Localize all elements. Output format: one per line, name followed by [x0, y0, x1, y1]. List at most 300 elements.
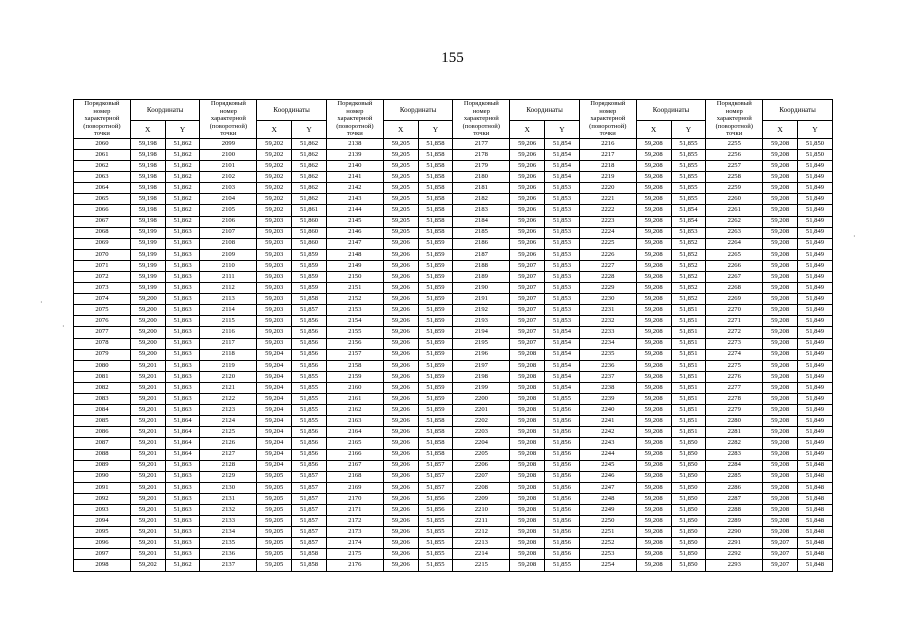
x-header: X	[257, 121, 292, 138]
coordinates-header: Координаты	[130, 100, 200, 121]
x-coordinate: 59,206	[383, 504, 418, 515]
table-row	[74, 405, 833, 416]
table-row	[74, 294, 833, 305]
x-coordinate: 59,203	[257, 227, 292, 238]
point-number: 2087	[74, 438, 131, 449]
x-coordinate: 59,208	[763, 338, 798, 349]
point-number: 2144	[326, 205, 383, 216]
point-number: 2194	[453, 327, 510, 338]
y-coordinate: 51,863	[165, 482, 200, 493]
y-coordinate: 51,856	[292, 427, 327, 438]
point-number: 2260	[706, 194, 763, 205]
x-coordinate: 59,208	[636, 305, 671, 316]
y-coordinate: 51,849	[797, 205, 832, 216]
x-coordinate: 59,208	[763, 416, 798, 427]
y-coordinate: 51,859	[418, 260, 453, 271]
point-number: 2210	[453, 504, 510, 515]
point-number: 2179	[453, 161, 510, 172]
point-number: 2125	[200, 427, 257, 438]
y-coordinate: 51,853	[545, 249, 580, 260]
table-row	[74, 305, 833, 316]
y-coordinate: 51,849	[797, 238, 832, 249]
x-coordinate: 59,208	[510, 449, 545, 460]
point-number: 2213	[453, 538, 510, 549]
point-number: 2188	[453, 260, 510, 271]
y-coordinate: 51,862	[165, 216, 200, 227]
y-coordinate: 51,859	[418, 283, 453, 294]
y-coordinate: 51,850	[671, 438, 706, 449]
x-coordinate: 59,205	[257, 560, 292, 571]
point-number: 2099	[200, 138, 257, 149]
x-coordinate: 59,204	[257, 449, 292, 460]
x-coordinate: 59,205	[257, 516, 292, 527]
table-row	[74, 438, 833, 449]
point-number: 2080	[74, 360, 131, 371]
x-coordinate: 59,199	[130, 260, 165, 271]
point-number: 2086	[74, 427, 131, 438]
y-coordinate: 51,852	[671, 272, 706, 283]
point-number: 2078	[74, 338, 131, 349]
point-number: 2143	[326, 194, 383, 205]
y-coordinate: 51,855	[671, 161, 706, 172]
header-line: номер	[472, 107, 490, 115]
y-coordinate: 51,849	[797, 294, 832, 305]
point-number: 2269	[706, 294, 763, 305]
x-header: X	[636, 121, 671, 138]
y-coordinate: 51,855	[671, 194, 706, 205]
point-number: 2287	[706, 493, 763, 504]
point-number: 2075	[74, 305, 131, 316]
y-coordinate: 51,855	[418, 560, 453, 571]
y-coordinate: 51,855	[545, 394, 580, 405]
y-coordinate: 51,864	[165, 416, 200, 427]
y-coordinate: 51,863	[165, 238, 200, 249]
x-coordinate: 59,208	[636, 560, 671, 571]
x-coordinate: 59,206	[383, 449, 418, 460]
point-number: 2233	[579, 327, 636, 338]
point-number: 2214	[453, 549, 510, 560]
x-coordinate: 59,206	[383, 382, 418, 393]
y-coordinate: 51,849	[797, 360, 832, 371]
y-coordinate: 51,862	[292, 138, 327, 149]
point-number: 2180	[453, 172, 510, 183]
x-coordinate: 59,206	[383, 493, 418, 504]
x-coordinate: 59,208	[510, 493, 545, 504]
y-coordinate: 51,860	[292, 216, 327, 227]
y-coordinate: 51,863	[165, 471, 200, 482]
x-coordinate: 59,208	[636, 438, 671, 449]
y-coordinate: 51,863	[165, 283, 200, 294]
y-coordinate: 51,856	[545, 438, 580, 449]
point-number: 2236	[579, 360, 636, 371]
header-line: (поворотной)	[715, 122, 753, 130]
point-number: 2111	[200, 272, 257, 283]
x-coordinate: 59,206	[383, 394, 418, 405]
x-coordinate: 59,208	[510, 394, 545, 405]
x-coordinate: 59,204	[257, 416, 292, 427]
point-number: 2160	[326, 382, 383, 393]
point-number: 2289	[706, 516, 763, 527]
x-coordinate: 59,206	[383, 349, 418, 360]
point-number: 2283	[706, 449, 763, 460]
point-number: 2154	[326, 316, 383, 327]
table-row	[74, 349, 833, 360]
table-row	[74, 227, 833, 238]
header-line: Порядковый	[590, 100, 626, 107]
x-coordinate: 59,208	[636, 216, 671, 227]
y-coordinate: 51,862	[165, 205, 200, 216]
y-header: Y	[165, 121, 200, 138]
point-number: 2069	[74, 238, 131, 249]
point-number: 2202	[453, 416, 510, 427]
point-number: 2191	[453, 294, 510, 305]
x-coordinate: 59,206	[383, 549, 418, 560]
y-coordinate: 51,848	[797, 516, 832, 527]
point-number: 2238	[579, 382, 636, 393]
x-coordinate: 59,205	[383, 227, 418, 238]
point-number: 2234	[579, 338, 636, 349]
point-number: 2290	[706, 527, 763, 538]
x-coordinate: 59,208	[636, 460, 671, 471]
point-number: 2113	[200, 294, 257, 305]
y-coordinate: 51,858	[418, 216, 453, 227]
y-coordinate: 51,862	[165, 138, 200, 149]
y-coordinate: 51,848	[797, 560, 832, 571]
x-coordinate: 59,208	[636, 205, 671, 216]
x-header: X	[130, 121, 165, 138]
point-number: 2256	[706, 149, 763, 160]
x-header: X	[510, 121, 545, 138]
x-coordinate: 59,201	[130, 527, 165, 538]
x-coordinate: 59,204	[257, 349, 292, 360]
point-number: 2065	[74, 194, 131, 205]
point-number: 2134	[200, 527, 257, 538]
x-coordinate: 59,206	[383, 527, 418, 538]
point-number: 2187	[453, 249, 510, 260]
x-coordinate: 59,206	[383, 416, 418, 427]
x-coordinate: 59,201	[130, 438, 165, 449]
y-coordinate: 51,854	[545, 371, 580, 382]
point-number: 2063	[74, 172, 131, 183]
x-coordinate: 59,208	[636, 394, 671, 405]
y-coordinate: 51,849	[797, 161, 832, 172]
y-coordinate: 51,849	[797, 371, 832, 382]
x-coordinate: 59,200	[130, 349, 165, 360]
x-coordinate: 59,205	[383, 161, 418, 172]
x-coordinate: 59,208	[510, 538, 545, 549]
table-row	[74, 138, 833, 149]
x-coordinate: 59,201	[130, 360, 165, 371]
table-row	[74, 194, 833, 205]
y-coordinate: 51,848	[797, 538, 832, 549]
point-number: 2174	[326, 538, 383, 549]
point-number: 2278	[706, 394, 763, 405]
point-number: 2161	[326, 394, 383, 405]
y-coordinate: 51,863	[165, 405, 200, 416]
x-coordinate: 59,200	[130, 327, 165, 338]
point-number: 2207	[453, 471, 510, 482]
x-coordinate: 59,206	[510, 216, 545, 227]
point-number: 2092	[74, 493, 131, 504]
point-number: 2141	[326, 172, 383, 183]
point-number: 2201	[453, 405, 510, 416]
x-coordinate: 59,202	[257, 183, 292, 194]
x-coordinate: 59,201	[130, 371, 165, 382]
scan-artifact: ·	[62, 322, 65, 331]
header-line: Порядковый	[84, 100, 120, 107]
point-number: 2255	[706, 138, 763, 149]
x-coordinate: 59,206	[383, 405, 418, 416]
y-coordinate: 51,855	[292, 394, 327, 405]
point-number: 2131	[200, 493, 257, 504]
x-coordinate: 59,208	[636, 172, 671, 183]
point-number: 2208	[453, 482, 510, 493]
point-number: 2164	[326, 427, 383, 438]
point-number: 2168	[326, 471, 383, 482]
point-number: 2258	[706, 172, 763, 183]
x-coordinate: 59,202	[130, 560, 165, 571]
point-number: 2218	[579, 161, 636, 172]
x-coordinate: 59,208	[763, 260, 798, 271]
point-number: 2124	[200, 416, 257, 427]
x-coordinate: 59,208	[636, 516, 671, 527]
y-coordinate: 51,856	[545, 504, 580, 515]
coordinates-header: Координаты	[383, 100, 453, 121]
y-coordinate: 51,849	[797, 405, 832, 416]
point-number: 2267	[706, 272, 763, 283]
y-coordinate: 51,854	[545, 138, 580, 149]
y-coordinate: 51,859	[418, 349, 453, 360]
y-coordinate: 51,853	[545, 216, 580, 227]
x-coordinate: 59,208	[636, 360, 671, 371]
point-number: 2091	[74, 482, 131, 493]
y-coordinate: 51,848	[797, 527, 832, 538]
point-number: 2151	[326, 283, 383, 294]
x-coordinate: 59,206	[383, 327, 418, 338]
y-coordinate: 51,850	[671, 482, 706, 493]
point-number: 2219	[579, 172, 636, 183]
coordinates-header: Координаты	[636, 100, 706, 121]
table-row	[74, 172, 833, 183]
x-coordinate: 59,208	[763, 249, 798, 260]
x-coordinate: 59,208	[636, 327, 671, 338]
x-coordinate: 59,203	[257, 338, 292, 349]
y-coordinate: 51,854	[671, 216, 706, 227]
point-number: 2097	[74, 549, 131, 560]
y-header: Y	[292, 121, 327, 138]
point-number: 2288	[706, 504, 763, 515]
y-coordinate: 51,862	[292, 194, 327, 205]
y-coordinate: 51,859	[418, 394, 453, 405]
point-number: 2104	[200, 194, 257, 205]
point-number: 2284	[706, 460, 763, 471]
y-header: Y	[797, 121, 832, 138]
y-coordinate: 51,856	[545, 482, 580, 493]
point-number: 2293	[706, 560, 763, 571]
y-coordinate: 51,859	[418, 371, 453, 382]
y-coordinate: 51,855	[671, 138, 706, 149]
x-coordinate: 59,201	[130, 405, 165, 416]
point-number: 2076	[74, 316, 131, 327]
x-coordinate: 59,206	[510, 205, 545, 216]
y-coordinate: 51,857	[292, 471, 327, 482]
header-line: номер	[219, 107, 237, 115]
x-coordinate: 59,208	[763, 316, 798, 327]
x-coordinate: 59,208	[636, 316, 671, 327]
y-coordinate: 51,851	[671, 349, 706, 360]
y-coordinate: 51,854	[545, 338, 580, 349]
page-number: 155	[441, 50, 464, 66]
x-coordinate: 59,206	[383, 360, 418, 371]
x-coordinate: 59,207	[510, 294, 545, 305]
y-coordinate: 51,858	[418, 138, 453, 149]
x-coordinate: 59,198	[130, 161, 165, 172]
x-coordinate: 59,206	[383, 260, 418, 271]
x-coordinate: 59,208	[636, 294, 671, 305]
x-coordinate: 59,208	[636, 482, 671, 493]
point-number: 2100	[200, 149, 257, 160]
y-coordinate: 51,850	[671, 516, 706, 527]
y-coordinate: 51,855	[418, 527, 453, 538]
table-row	[74, 482, 833, 493]
x-coordinate: 59,208	[636, 527, 671, 538]
y-coordinate: 51,857	[292, 516, 327, 527]
point-number: 2130	[200, 482, 257, 493]
y-coordinate: 51,848	[797, 504, 832, 515]
x-coordinate: 59,206	[383, 538, 418, 549]
point-number: 2239	[579, 394, 636, 405]
x-coordinate: 59,208	[510, 416, 545, 427]
point-number: 2115	[200, 316, 257, 327]
y-coordinate: 51,856	[545, 416, 580, 427]
x-coordinate: 59,203	[257, 249, 292, 260]
point-number: 2211	[453, 516, 510, 527]
y-coordinate: 51,857	[292, 482, 327, 493]
point-number: 2108	[200, 238, 257, 249]
y-coordinate: 51,854	[545, 172, 580, 183]
point-number: 2072	[74, 272, 131, 283]
point-number: 2243	[579, 438, 636, 449]
y-coordinate: 51,856	[292, 349, 327, 360]
y-coordinate: 51,863	[165, 504, 200, 515]
point-number: 2184	[453, 216, 510, 227]
point-number: 2169	[326, 482, 383, 493]
x-coordinate: 59,201	[130, 416, 165, 427]
y-coordinate: 51,856	[545, 516, 580, 527]
point-number: 2158	[326, 360, 383, 371]
y-coordinate: 51,855	[671, 183, 706, 194]
y-coordinate: 51,863	[165, 272, 200, 283]
x-coordinate: 59,202	[257, 205, 292, 216]
x-coordinate: 59,200	[130, 294, 165, 305]
x-coordinate: 59,201	[130, 493, 165, 504]
y-coordinate: 51,856	[545, 527, 580, 538]
y-coordinate: 51,856	[545, 449, 580, 460]
point-number: 2133	[200, 516, 257, 527]
point-number: 2178	[453, 149, 510, 160]
point-number: 2064	[74, 183, 131, 194]
x-coordinate: 59,208	[636, 161, 671, 172]
header-line: (поворотной)	[462, 122, 500, 130]
y-coordinate: 51,858	[418, 149, 453, 160]
point-number: 2137	[200, 560, 257, 571]
x-coordinate: 59,206	[383, 371, 418, 382]
x-coordinate: 59,204	[257, 394, 292, 405]
y-coordinate: 51,859	[418, 272, 453, 283]
y-coordinate: 51,857	[292, 305, 327, 316]
point-number: 2183	[453, 205, 510, 216]
point-number: 2186	[453, 238, 510, 249]
y-coordinate: 51,858	[418, 172, 453, 183]
point-number: 2129	[200, 471, 257, 482]
y-coordinate: 51,858	[292, 549, 327, 560]
y-coordinate: 51,859	[418, 405, 453, 416]
point-number: 2135	[200, 538, 257, 549]
y-coordinate: 51,848	[797, 471, 832, 482]
x-coordinate: 59,206	[510, 172, 545, 183]
x-coordinate: 59,208	[763, 504, 798, 515]
x-coordinate: 59,208	[636, 349, 671, 360]
y-coordinate: 51,857	[418, 460, 453, 471]
x-coordinate: 59,198	[130, 172, 165, 183]
y-coordinate: 51,851	[671, 327, 706, 338]
x-coordinate: 59,208	[763, 371, 798, 382]
point-number: 2279	[706, 405, 763, 416]
header-line: (поворотной)	[589, 122, 627, 130]
x-coordinate: 59,208	[636, 382, 671, 393]
x-coordinate: 59,205	[383, 205, 418, 216]
y-coordinate: 51,863	[165, 371, 200, 382]
y-coordinate: 51,863	[165, 260, 200, 271]
x-coordinate: 59,206	[383, 305, 418, 316]
x-coordinate: 59,208	[763, 205, 798, 216]
point-number: 2119	[200, 360, 257, 371]
point-number: 2066	[74, 205, 131, 216]
y-coordinate: 51,859	[418, 305, 453, 316]
point-number: 2140	[326, 161, 383, 172]
point-number: 2170	[326, 493, 383, 504]
point-number: 2126	[200, 438, 257, 449]
point-number: 2117	[200, 338, 257, 349]
point-number: 2247	[579, 482, 636, 493]
point-number: 2259	[706, 183, 763, 194]
y-coordinate: 51,849	[797, 272, 832, 283]
y-coordinate: 51,854	[671, 205, 706, 216]
point-number-header	[453, 100, 510, 139]
point-number: 2232	[579, 316, 636, 327]
y-coordinate: 51,862	[292, 172, 327, 183]
table-row	[74, 504, 833, 515]
y-coordinate: 51,857	[292, 504, 327, 515]
y-coordinate: 51,849	[797, 216, 832, 227]
point-number: 2250	[579, 516, 636, 527]
point-number: 2102	[200, 172, 257, 183]
y-coordinate: 51,854	[545, 349, 580, 360]
x-coordinate: 59,201	[130, 394, 165, 405]
x-coordinate: 59,206	[510, 238, 545, 249]
point-number: 2116	[200, 327, 257, 338]
header-line: точки	[93, 130, 110, 138]
y-coordinate: 51,849	[797, 194, 832, 205]
x-coordinate: 59,202	[257, 194, 292, 205]
y-coordinate: 51,851	[671, 394, 706, 405]
y-coordinate: 51,849	[797, 260, 832, 271]
y-coordinate: 51,863	[165, 493, 200, 504]
point-number: 2146	[326, 227, 383, 238]
x-coordinate: 59,208	[763, 138, 798, 149]
x-coordinate: 59,208	[510, 527, 545, 538]
y-coordinate: 51,858	[418, 227, 453, 238]
